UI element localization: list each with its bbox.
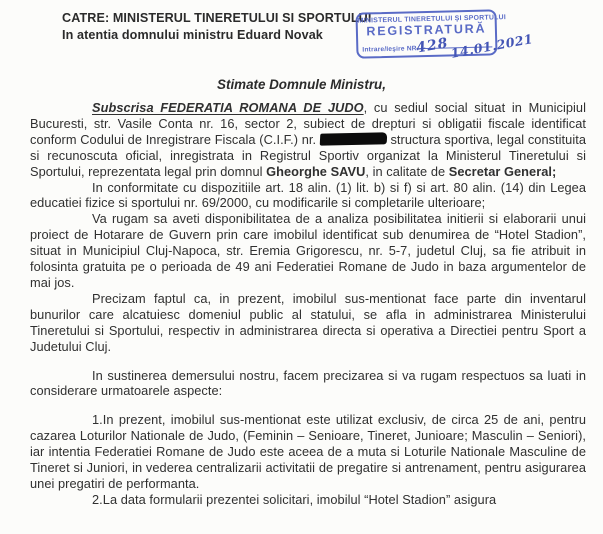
attention-line: In atentia domnului ministru Eduard Novak: [62, 28, 323, 42]
stamp-ministry-label: MINISTERUL TINERETULUI ŞI SPORTULUI: [357, 14, 507, 25]
paragraph-aspects-intro: In sustinerea demersului nostru, facem precizarea si va rugam respectuos sa luati in considerare urmatoarele aspecte:: [30, 367, 586, 399]
salutation: Stimate Domnule Ministru,: [217, 77, 386, 92]
representative-role: Secretar General;: [448, 163, 557, 179]
paragraph-request: Va rugam sa aveti disponibilitatea de a analiza posibilitatea initierii si elaborarii unui proiect de Hotarare de Guvern prin care imobilul identificat sub denumirea de “Hotel Stadion”, situat in Municipiul Cluj-Napoca, str. Eremia Grigorescu, nr. 5-7, judetul Cluj, sa fie atribuit in folosinta gratuita pe o perioada de 49 ani Federatiei Romane de Judo in baza argumentelor de mai jos.: [30, 211, 586, 290]
representative-name: Gheorghe SAVU: [266, 163, 366, 179]
letter-body: [30, 100, 586, 508]
paragraph-aspect-1: 1.In prezent, imobilul sus-mentionat este utilizat exclusiv, de circa 25 de ani, pentru cazarea Loturilor Nationale de Judo, (Feminin – Senioare, Tineret, Junioare; Masculin – Seniori), iar intentia Federatiei Romane de Judo este aceea de a muta si Loturile Nationale Masculine de Tineret si Juniori, in vederea centralizarii activitatii de pregatire si antrenament, pentru asigurarea unei pregatiri de performanta.: [30, 412, 586, 491]
redacted-cif-number: [319, 132, 387, 145]
sender-organization-name: Subscrisa FEDERATIA ROMANA DE JUDO: [92, 100, 364, 115]
p1-address-text: , cu sediul social situat in Municipiul Bucuresti, str. Vasile Conta nr. 16, sector 2, subiect de drepturi si obligatii fiscale identificat conform Codului de Inregistrare Fiscala (C.I.F.) nr.: [30, 100, 586, 147]
recipient-line: CATRE: MINISTERUL TINERETULUI SI SPORTULUI: [62, 11, 372, 25]
paragraph-legal-basis: In conformitate cu dispozitiile art. 18 alin. (1) lit. b) si f) si art. 80 alin. (14) din Legea educatiei fizice si sportului nr. 69/2000, cu modificarile si completarile ulterioare;: [30, 179, 586, 211]
registry-stamp: [355, 9, 535, 61]
p1-middle-text: , in calitate de: [365, 163, 449, 179]
stamp-entry-label: Intrare/Ieşire NR.: [362, 45, 419, 54]
recipient-header: [62, 10, 371, 44]
stamp-registry-label: REGISTRATURĂ: [366, 21, 487, 39]
paragraph-ownership-status: Precizam faptul ca, in prezent, imobilul sus-mentionat face parte din inventarul bunurilor care alcatuiesc domeniul public al statului, se afla in administrarea Ministerului Tineretului si Sportului, respectiv in administrarea directa si operativa a Directiei pentru Sport a Judetului Cluj.: [30, 290, 586, 354]
paragraph-aspect-2: 2.La data formularii prezentei solicitari, imobilul “Hotel Stadion” asigura: [92, 491, 497, 507]
paragraph-subscriber: [30, 100, 586, 180]
stamp-handwritten-number: 428: [415, 35, 450, 57]
stamp-handwritten-date: 14.01.2021: [449, 31, 535, 61]
p1-registration-text: structura sportiva, legal constituita si recunoscuta oficial, inregistrata in Registrul Sportiv organizat la Ministerul Tineretului si Sportului, reprezentata legal prin domnul: [30, 131, 586, 179]
